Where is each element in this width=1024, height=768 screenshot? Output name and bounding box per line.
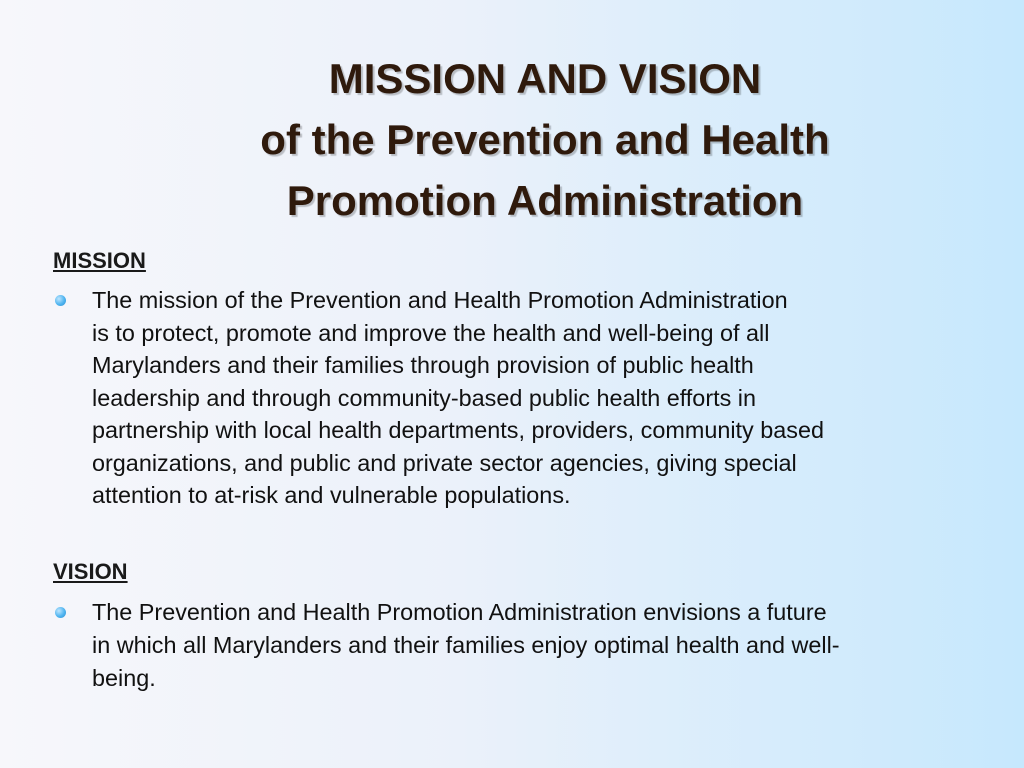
title-line-1: MISSION AND VISION: [328, 55, 762, 102]
bullet-dot-icon: [55, 607, 66, 618]
mission-text-line: is to protect, promote and improve the health and well-being of all: [92, 319, 770, 346]
mission-text-line: attention to at-risk and vulnerable populations.: [92, 482, 571, 508]
mission-heading: MISSION: [53, 248, 146, 273]
vision-text-line: being.: [92, 665, 156, 691]
vision-text-line: in which all Marylanders and their families enjoy optimal health and well-: [92, 631, 840, 658]
title-line-3: Promotion Administration: [286, 177, 804, 224]
bullet-dot-icon: [55, 295, 66, 306]
vision-text-line: The Prevention and Health Promotion Administration envisions a future: [92, 599, 827, 625]
mission-text-line: leadership and through community-based public health efforts in: [92, 384, 757, 411]
mission-text-line: Marylanders and their families through provision of public health: [92, 352, 754, 378]
slide-title: [150, 48, 940, 231]
mission-text-line: partnership with local health departments, providers, community based: [92, 417, 824, 443]
vision-text: [92, 596, 967, 695]
mission-text: [92, 284, 967, 512]
title-line-2: of the Prevention and Health: [260, 116, 830, 163]
vision-heading: VISION: [53, 559, 128, 584]
mission-text-line: organizations, and public and private sector agencies, giving special: [92, 449, 797, 476]
mission-text-line: The mission of the Prevention and Health Promotion Administration: [92, 287, 788, 313]
